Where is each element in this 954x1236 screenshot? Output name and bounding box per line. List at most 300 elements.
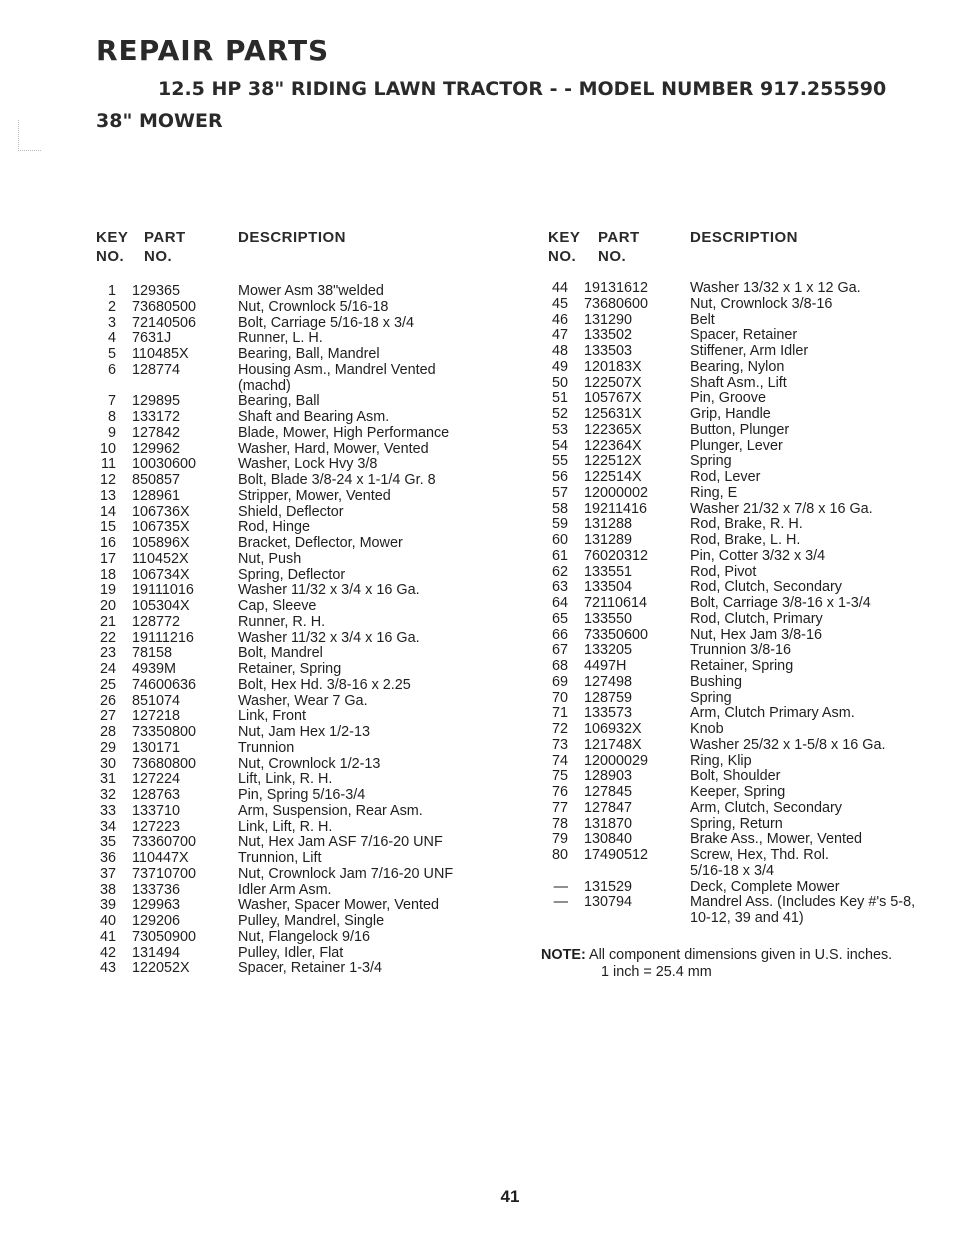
part-number: 128772	[132, 613, 181, 630]
part-number: 110447X	[132, 850, 189, 866]
part-number: 106736X	[132, 503, 190, 520]
part-description: Rod, Hinge	[238, 519, 310, 536]
part-description: Trunnion, Lift	[238, 850, 322, 866]
part-number: 131289	[584, 532, 633, 548]
parts-row	[540, 864, 950, 880]
part-number: 133205	[584, 642, 633, 659]
key-number: 11	[101, 456, 116, 473]
parts-row	[88, 331, 508, 347]
part-description: Arm, Clutch, Secondary	[690, 799, 842, 816]
part-description: Ring, Klip	[690, 752, 752, 769]
part-number: 127218	[132, 708, 181, 725]
part-number: 122365X	[584, 421, 642, 438]
part-number: 133573	[584, 705, 633, 722]
part-number: 133736	[132, 881, 181, 898]
parts-row	[540, 376, 950, 392]
part-number: 133550	[584, 610, 633, 627]
key-number: 37	[99, 865, 116, 882]
page-title: REPAIR PARTS	[96, 34, 330, 67]
key-number: 70	[551, 689, 568, 706]
key-number: —	[553, 894, 568, 911]
parts-row	[88, 536, 508, 552]
part-description: Arm, Suspension, Rear Asm.	[238, 802, 423, 819]
part-description: Trunnion 3/8-16	[690, 642, 792, 659]
parts-row	[88, 820, 508, 836]
part-description: Lift, Link, R. H.	[238, 771, 333, 788]
part-description: Washer 11/32 x 3/4 x 16 Ga.	[238, 629, 420, 646]
parts-row	[88, 804, 508, 820]
parts-row	[88, 914, 508, 930]
key-number: 63	[551, 579, 568, 596]
part-description: Bolt, Shoulder	[690, 768, 781, 785]
parts-row	[540, 675, 950, 691]
key-number: 17	[99, 550, 116, 567]
part-number: 133710	[132, 802, 181, 819]
part-description: Rod, Pivot	[690, 563, 757, 580]
parts-row	[540, 817, 950, 833]
part-description: Mandrel Ass. (Includes Key #'s 5-8,	[690, 894, 916, 911]
part-description: Knob	[690, 721, 724, 737]
part-number: 127224	[132, 771, 181, 788]
part-number: 19111216	[132, 629, 194, 646]
part-number: 133504	[584, 579, 633, 596]
key-number: 29	[99, 739, 116, 756]
key-number: 20	[99, 598, 116, 614]
part-number: 72140506	[132, 314, 197, 331]
key-number: 55	[551, 453, 568, 470]
part-description: 5/16-18 x 3/4	[690, 862, 775, 879]
part-description: Spring	[690, 689, 732, 706]
part-description: Cap, Sleeve	[238, 598, 317, 614]
part-number: 19131612	[584, 280, 649, 296]
key-number: 59	[551, 516, 568, 533]
parts-row	[88, 599, 508, 615]
parts-row	[88, 772, 508, 788]
note-label: NOTE:	[541, 947, 586, 963]
parts-row	[540, 470, 950, 486]
parts-row	[540, 549, 950, 565]
key-number: 32	[99, 787, 116, 803]
part-description: Brake Ass., Mower, Vented	[690, 831, 862, 848]
key-number: 5	[107, 346, 116, 362]
parts-row	[88, 678, 508, 694]
part-number: 133503	[584, 343, 633, 359]
key-number: 52	[551, 406, 568, 422]
key-number: 50	[551, 374, 568, 391]
key-number: 42	[99, 944, 116, 961]
key-number: 69	[551, 673, 568, 690]
key-number: 47	[551, 327, 568, 344]
key-number: 73	[551, 736, 568, 753]
part-description: Bearing, Ball	[238, 393, 320, 410]
margin-mark	[18, 120, 41, 151]
part-number: 122514X	[584, 469, 642, 485]
parts-row	[540, 313, 950, 329]
part-number: 851074	[132, 692, 181, 709]
part-number: 122364X	[584, 437, 642, 454]
parts-row	[540, 706, 950, 722]
key-number: 46	[551, 311, 568, 328]
part-description: Spacer, Retainer 1-3/4	[238, 960, 382, 977]
part-description: Rod, Brake, L. H.	[690, 532, 801, 548]
key-number: 31	[99, 771, 116, 788]
part-number: 131288	[584, 516, 633, 533]
part-description: Nut, Push	[238, 550, 302, 567]
part-description: Pin, Cotter 3/32 x 3/4	[690, 547, 826, 564]
part-number: 127847	[584, 799, 633, 816]
part-description: Blade, Mower, High Performance	[238, 424, 450, 441]
parts-row	[88, 442, 508, 458]
part-description: Pin, Groove	[690, 390, 766, 407]
parts-row	[540, 628, 950, 644]
parts-row	[540, 407, 950, 423]
parts-table-right	[540, 281, 950, 927]
parts-row	[88, 410, 508, 426]
parts-row	[540, 580, 950, 596]
part-description: Bolt, Carriage 3/8-16 x 1-3/4	[690, 595, 871, 611]
part-number: 128763	[132, 787, 181, 803]
parts-row	[540, 785, 950, 801]
part-number: 106734X	[132, 566, 190, 583]
part-number: 122507X	[584, 374, 642, 391]
part-description: Nut, Crownlock 1/2-13	[238, 755, 381, 772]
key-number: 7	[107, 393, 116, 410]
part-number: 106735X	[132, 519, 190, 536]
part-description: Stiffener, Arm Idler	[690, 343, 809, 359]
key-number: 1	[107, 283, 116, 299]
part-number: 129963	[132, 897, 181, 914]
key-number: 38	[99, 881, 116, 898]
part-number: 105767X	[584, 390, 642, 407]
part-number: 105896X	[132, 535, 190, 551]
part-description: Ring, E	[690, 484, 738, 501]
part-description: Link, Front	[238, 708, 306, 725]
part-number: 131870	[584, 815, 633, 832]
parts-row	[88, 646, 508, 662]
key-number: 61	[551, 547, 568, 564]
part-number: 129365	[132, 283, 181, 299]
parts-row	[540, 454, 950, 470]
key-number: 43	[99, 960, 116, 977]
part-number: 133502	[584, 327, 633, 344]
parts-row	[88, 457, 508, 473]
parts-row	[88, 867, 508, 883]
part-description: Washer, Wear 7 Ga.	[238, 692, 368, 709]
part-description: Retainer, Spring	[238, 661, 342, 677]
parts-row	[88, 568, 508, 584]
parts-row	[88, 757, 508, 773]
part-header-right: PART NO.	[598, 229, 640, 265]
part-number: 73680600	[584, 295, 649, 312]
key-number: 9	[107, 424, 116, 441]
parts-row	[540, 643, 950, 659]
parts-row	[88, 520, 508, 536]
key-number: 53	[551, 421, 568, 438]
parts-row	[88, 725, 508, 741]
parts-row	[88, 741, 508, 757]
parts-row	[540, 281, 950, 297]
part-number: 19211416	[584, 500, 647, 517]
parts-row	[540, 423, 950, 439]
part-description: Keeper, Spring	[690, 784, 786, 800]
parts-row	[88, 505, 508, 521]
part-number: 131529	[584, 878, 633, 895]
part-description: Washer 11/32 x 3/4 x 16 Ga.	[238, 582, 420, 599]
parts-row	[88, 316, 508, 332]
part-description: Bolt, Mandrel	[238, 645, 323, 662]
part-description: Nut, Jam Hex 1/2-13	[238, 724, 370, 740]
part-number: 73680800	[132, 755, 197, 772]
parts-row	[540, 769, 950, 785]
key-number: 24	[99, 661, 116, 677]
parts-row	[540, 691, 950, 707]
part-number: 128961	[132, 487, 181, 504]
key-number: 41	[99, 928, 116, 945]
parts-row	[88, 394, 508, 410]
key-number: 34	[99, 818, 116, 835]
part-number: 78158	[132, 645, 173, 662]
part-number: 110485X	[132, 346, 189, 362]
key-header-left: KEY NO.	[96, 229, 129, 265]
key-number: 77	[551, 799, 568, 816]
key-number: 62	[551, 563, 568, 580]
key-number: 26	[99, 692, 116, 709]
part-number: 129895	[132, 393, 181, 410]
part-description: Bolt, Hex Hd. 3/8-16 x 2.25	[238, 676, 411, 693]
key-number: 79	[551, 831, 568, 848]
part-description: Screw, Hex, Thd. Rol.	[690, 847, 829, 863]
part-header-left: PART NO.	[144, 229, 186, 265]
parts-row	[88, 347, 508, 363]
part-description: Mower Asm 38"welded	[238, 283, 384, 299]
key-number: 44	[551, 280, 568, 296]
parts-row	[540, 486, 950, 502]
part-number: 127498	[584, 673, 633, 690]
description-header-right: DESCRIPTION	[690, 229, 799, 246]
key-number: 57	[551, 484, 568, 501]
key-number: 49	[551, 358, 568, 375]
part-description: Link, Lift, R. H.	[238, 818, 333, 835]
parts-row	[88, 426, 508, 442]
part-description: Bracket, Deflector, Mower	[238, 535, 403, 551]
part-number: 133172	[132, 409, 181, 425]
parts-row	[540, 738, 950, 754]
part-description: Spring	[690, 453, 732, 470]
key-number: 71	[551, 705, 568, 722]
key-header-right: KEY NO.	[548, 229, 581, 265]
part-number: 122052X	[132, 960, 190, 977]
dimension-note	[541, 947, 893, 980]
key-number: 30	[99, 755, 116, 772]
part-description: Button, Plunger	[690, 421, 790, 438]
key-number: 48	[551, 343, 568, 359]
part-description: Nut, Hex Jam ASF 7/16-20 UNF	[238, 834, 443, 851]
part-number: 73360700	[132, 834, 197, 851]
parts-row	[88, 898, 508, 914]
part-description: (machd)	[238, 377, 291, 394]
parts-row	[88, 946, 508, 962]
parts-row	[540, 360, 950, 376]
parts-row	[540, 659, 950, 675]
key-number: 76	[551, 784, 568, 800]
part-description: Nut, Crownlock 5/16-18	[238, 298, 389, 315]
parts-row	[88, 883, 508, 899]
part-number: 73680500	[132, 298, 197, 315]
parts-row	[88, 300, 508, 316]
key-number: 45	[551, 295, 568, 312]
part-number: 120183X	[584, 358, 642, 375]
parts-row	[540, 328, 950, 344]
parts-row	[540, 911, 950, 927]
part-number: 12000002	[584, 484, 649, 501]
key-number: 25	[99, 676, 116, 693]
parts-row	[88, 379, 508, 395]
part-number: 128774	[132, 361, 181, 378]
part-description: Nut, Crownlock Jam 7/16-20 UNF	[238, 865, 454, 882]
key-number: 6	[107, 361, 116, 378]
part-description: Rod, Lever	[690, 469, 761, 485]
parts-row	[88, 363, 508, 379]
key-number: 35	[99, 834, 116, 851]
key-number: 28	[99, 724, 116, 740]
parts-row	[540, 439, 950, 455]
note-line-2: 1 inch = 25.4 mm	[601, 964, 712, 980]
parts-row	[540, 565, 950, 581]
part-description: Rod, Clutch, Primary	[690, 610, 823, 627]
part-description: Bolt, Carriage 5/16-18 x 3/4	[238, 314, 414, 331]
key-number: 51	[551, 390, 568, 407]
parts-row	[88, 631, 508, 647]
part-description: Deck, Complete Mower	[690, 878, 840, 895]
parts-row	[88, 788, 508, 804]
part-number: 130794	[584, 894, 633, 911]
key-number: 2	[107, 298, 116, 315]
parts-row	[88, 662, 508, 678]
key-number: 13	[99, 487, 116, 504]
part-description: Retainer, Spring	[690, 658, 794, 674]
parts-row	[88, 851, 508, 867]
part-description: Spring, Return	[690, 815, 783, 832]
note-line-1: All component dimensions given in U.S. inches.	[589, 947, 893, 963]
key-number: 74	[551, 752, 568, 769]
part-number: 128759	[584, 689, 633, 706]
key-number: 27	[99, 708, 116, 725]
parts-row	[88, 694, 508, 710]
parts-row	[540, 801, 950, 817]
parts-row	[540, 754, 950, 770]
part-number: 122512X	[584, 453, 642, 470]
model-subtitle: 12.5 HP 38" RIDING LAWN TRACTOR - - MODEL NUMBER 917.255590	[158, 78, 887, 100]
key-number: 16	[99, 535, 116, 551]
part-description: Washer 21/32 x 7/8 x 16 Ga.	[690, 500, 873, 517]
part-description: Idler Arm Asm.	[238, 881, 332, 898]
parts-row	[540, 502, 950, 518]
section-title: 38" MOWER	[96, 110, 223, 132]
part-description: Arm, Clutch Primary Asm.	[690, 705, 855, 722]
key-number: 78	[551, 815, 568, 832]
part-number: 12000029	[584, 752, 649, 769]
part-number: 127842	[132, 424, 181, 441]
key-number: 66	[551, 626, 568, 643]
parts-row	[540, 596, 950, 612]
key-number: 14	[99, 503, 116, 520]
key-number: 72	[551, 721, 568, 737]
key-number: 54	[551, 437, 568, 454]
key-number: 58	[551, 500, 568, 517]
part-description: Bushing	[690, 673, 743, 690]
parts-row	[540, 895, 950, 911]
part-number: 4497H	[584, 658, 627, 674]
key-number: 8	[107, 409, 116, 425]
part-number: 73350800	[132, 724, 197, 740]
parts-row	[540, 517, 950, 533]
part-description: Runner, R. H.	[238, 613, 326, 630]
part-description: Washer, Spacer Mower, Vented	[238, 897, 440, 914]
part-description: Nut, Crownlock 3/8-16	[690, 295, 833, 312]
part-description: Washer 13/32 x 1 x 12 Ga.	[690, 280, 861, 296]
parts-row	[88, 930, 508, 946]
parts-row	[88, 473, 508, 489]
parts-row	[88, 961, 508, 977]
part-description: Nut, Hex Jam 3/8-16	[690, 626, 822, 643]
parts-row	[540, 832, 950, 848]
part-description: Washer 25/32 x 1-5/8 x 16 Ga.	[690, 736, 886, 753]
part-description: Pulley, Idler, Flat	[238, 944, 344, 961]
parts-row	[540, 848, 950, 864]
part-description: Housing Asm., Mandrel Vented	[238, 361, 436, 378]
parts-row	[88, 284, 508, 300]
part-description: Shaft Asm., Lift	[690, 374, 787, 391]
key-number: 80	[551, 847, 568, 863]
parts-row	[88, 835, 508, 851]
key-number: 12	[99, 472, 116, 488]
key-number: 21	[99, 613, 116, 630]
part-description: Belt	[690, 311, 715, 328]
part-number: 73710700	[132, 865, 197, 882]
part-number: 19111016	[132, 582, 194, 599]
key-number: 40	[99, 913, 116, 929]
part-number: 4939M	[132, 661, 177, 677]
part-number: 127223	[132, 818, 181, 835]
part-description: Shaft and Bearing Asm.	[238, 409, 390, 425]
page-number: 41	[500, 1187, 520, 1206]
key-number: 60	[551, 532, 568, 548]
key-number: 68	[551, 658, 568, 674]
key-number: 4	[107, 330, 116, 347]
part-description: Rod, Brake, R. H.	[690, 516, 803, 533]
key-number: 65	[551, 610, 568, 627]
part-number: 125631X	[584, 406, 642, 422]
part-number: 129206	[132, 913, 181, 929]
key-number: —	[553, 878, 568, 895]
key-number: 75	[551, 768, 568, 785]
part-description: Stripper, Mower, Vented	[238, 487, 391, 504]
key-number: 56	[551, 469, 568, 485]
key-number: 23	[99, 645, 116, 662]
parts-row	[88, 709, 508, 725]
key-number: 18	[99, 566, 116, 583]
part-description: Runner, L. H.	[238, 330, 323, 347]
part-description: Nut, Flangelock 9/16	[238, 928, 370, 945]
part-description: Rod, Clutch, Secondary	[690, 579, 842, 596]
parts-row	[540, 533, 950, 549]
part-number: 10030600	[132, 456, 197, 473]
parts-row	[540, 391, 950, 407]
part-number: 72110614	[584, 595, 647, 611]
part-number: 7631J	[132, 330, 172, 347]
parts-table-left	[88, 284, 508, 977]
parts-row	[88, 489, 508, 505]
